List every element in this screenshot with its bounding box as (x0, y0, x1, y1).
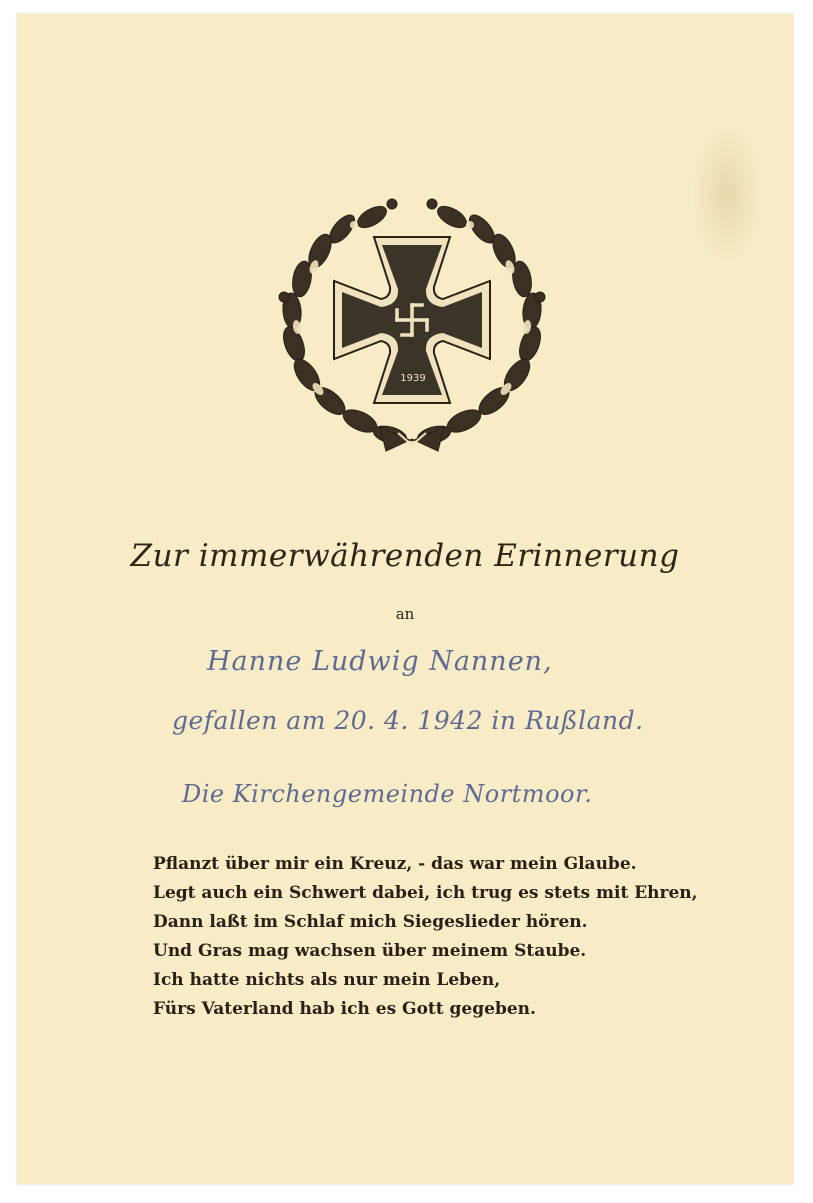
handwritten-fallen-date: gefallen am 20. 4. 1942 in Rußland. (172, 706, 644, 735)
paper-stain (692, 124, 762, 264)
preposition-text: an (395, 605, 415, 623)
iron-cross-wreath-icon (262, 189, 562, 469)
poem-line: Pflanzt über mir ein Kreuz, - das war mein Glaube. (153, 854, 637, 874)
poem-line: Ich hatte nichts als nur mein Leben, (153, 970, 501, 990)
handwritten-sender: Die Kirchengemeinde Nortmoor. (182, 780, 593, 808)
handwritten-name: Hanne Ludwig Nannen, (207, 646, 553, 677)
card-title: Zur immerwährenden Erinnerung (130, 538, 680, 574)
memorial-poem (153, 850, 713, 1024)
poem-line: Fürs Vaterland hab ich es Gott gegeben. (153, 999, 536, 1019)
emblem-year: 1939 (400, 373, 426, 384)
poem-line: Legt auch ein Schwert dabei, ich trug es stets mit Ehren, (153, 883, 698, 903)
poem-line: Und Gras mag wachsen über meinem Staube. (153, 941, 587, 961)
memorial-card (17, 14, 793, 1184)
poem-line: Dann laßt im Schlaf mich Siegeslieder hören. (153, 912, 588, 932)
